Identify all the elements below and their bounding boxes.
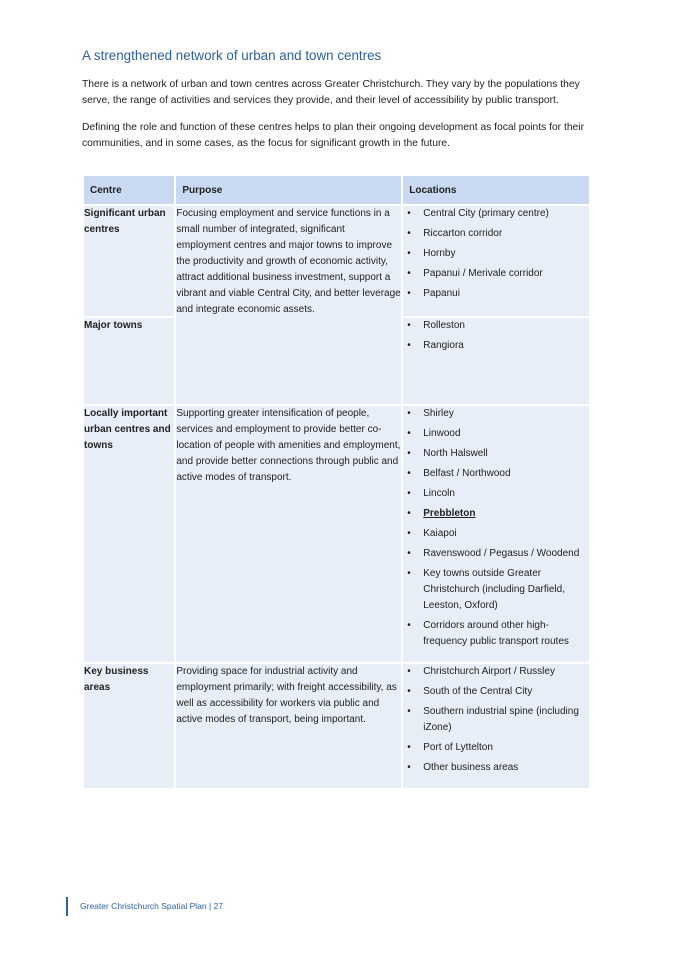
locations-list [403, 664, 589, 776]
intro-paragraph-1: There is a network of urban and town centres across Greater Christchurch. They vary by the populations they serve, the range of activities and services they provide, and their level of accessibility by public transport. [82, 79, 580, 106]
list-item: • Ravenswood / Pegasus / Woodend [403, 546, 589, 562]
list-item: • Corridors around other high-frequency public transport routes [403, 618, 589, 650]
list-item: • Riccarton corridor [403, 226, 589, 242]
section-heading: A strengthened network of urban and town centres [82, 48, 382, 63]
list-item: • Port of Lyttelton [403, 740, 589, 756]
table-row [84, 664, 589, 788]
centre-cell: Major towns [84, 318, 174, 404]
list-item: • Rangiora [403, 338, 589, 354]
list-item: • North Halswell [403, 446, 589, 462]
list-item: • Kaiapoi [403, 526, 589, 542]
purpose-cell: Focusing employment and service functions in a small number of integrated, significant employment centres and major towns to improve the productivity and growth of economic activity, attract additional business investment, support a vibrant and viable Central City, and better leverage and integrate economic assets. [176, 206, 401, 404]
header-purpose: Purpose [176, 176, 401, 204]
locations-cell [403, 318, 589, 404]
locations-cell [403, 664, 589, 788]
locations-list [403, 318, 589, 354]
list-item: • Central City (primary centre) [403, 206, 589, 222]
list-item: • Papanui [403, 286, 589, 302]
page-footer: Greater Christchurch Spatial Plan | 27 [66, 897, 223, 916]
list-item: • Key towns outside Greater Christchurch (including Darfield, Leeston, Oxford) [403, 566, 589, 614]
list-item: • Belfast / Northwood [403, 466, 589, 482]
locations-list [403, 206, 589, 302]
list-item: • Lincoln [403, 486, 589, 502]
list-item: • Linwood [403, 426, 589, 442]
table-row [84, 206, 589, 316]
list-item: • South of the Central City [403, 684, 589, 700]
list-item [403, 506, 589, 522]
list-item: • Hornby [403, 246, 589, 262]
table-header-row [84, 176, 589, 204]
header-centre: Centre [84, 176, 174, 204]
intro-paragraph-2: Defining the role and function of these centres helps to plan their ongoing development as focal points for their communities, and in some cases, as the focus for significant growth in the future. [82, 122, 585, 149]
header-locations: Locations [403, 176, 589, 204]
locations-list [403, 406, 589, 650]
list-item: • Other business areas [403, 760, 589, 776]
list-item: • Rolleston [403, 318, 589, 334]
locations-cell [403, 406, 589, 662]
centre-cell: Key business areas [84, 664, 174, 788]
locations-cell [403, 206, 589, 316]
centres-table [82, 174, 591, 790]
list-item: • Papanui / Merivale corridor [403, 266, 589, 282]
centre-cell: Significant urban centres [84, 206, 174, 316]
purpose-cell: Providing space for industrial activity and employment primarily; with freight accessibility, as well as accessibility for workers via public and active modes of transport, being important. [176, 664, 401, 788]
purpose-cell: Supporting greater intensification of people, services and employment to provide better co-location of people with amenities and employment, and provide better connections through public and active modes of transport. [176, 406, 401, 662]
centre-cell: Locally important urban centres and towns [84, 406, 174, 662]
list-item: • Southern industrial spine (including iZone) [403, 704, 589, 736]
table-row [84, 406, 589, 662]
underlined-location: Prebbleton [423, 508, 476, 519]
list-item: • Christchurch Airport / Russley [403, 664, 589, 680]
list-item: • Shirley [403, 406, 589, 422]
